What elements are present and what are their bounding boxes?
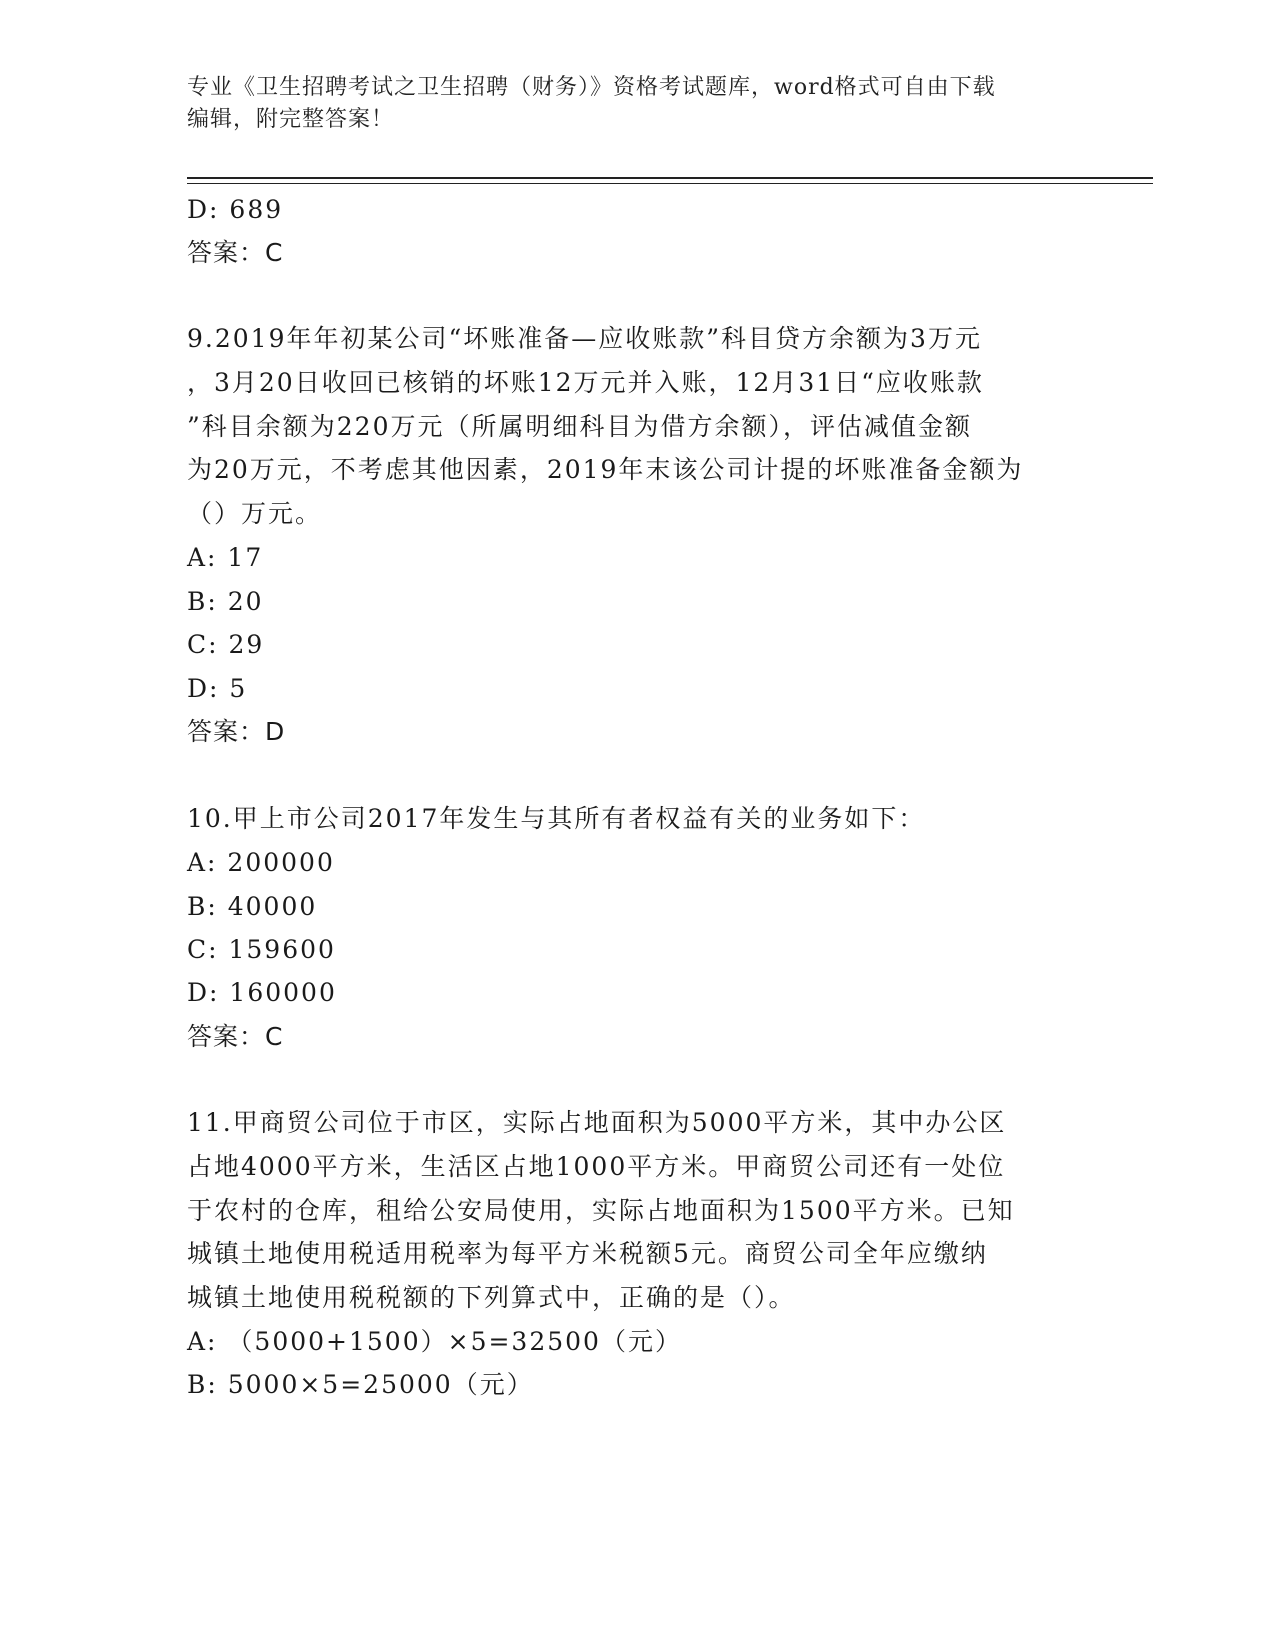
option-a: A: 17 (187, 543, 264, 572)
question-text-line: 11.甲商贸公司位于市区，实际占地面积为5000平方米，其中办公区 (187, 1108, 1007, 1137)
answer: 答案：C (187, 238, 284, 267)
answer: 答案：D (187, 717, 286, 746)
question-text-line: 为20万元，不考虑其他因素，2019年末该公司计提的坏账准备金额为 (187, 455, 1024, 484)
document-header (187, 72, 1087, 136)
option-d: D: 5 (187, 674, 248, 703)
question-text-line: 9.2019年年初某公司“坏账准备—应收账款”科目贷方余额为3万元 (187, 324, 982, 353)
header-divider-thick (187, 177, 1153, 179)
question-text-line: ”科目余额为220万元（所属明细科目为借方余额），评估减值金额 (187, 412, 973, 441)
option-a: A: （5000+1500）×5=32500（元） (187, 1327, 682, 1356)
question-text-line: （）万元。 (187, 499, 323, 528)
question-text-line: ，3月20日收回已核销的坏账12万元并入账，12月31日“应收账款 (187, 368, 984, 397)
question-text-line: 于农村的仓库，租给公安局使用，实际占地面积为1500平方米。已知 (187, 1196, 1015, 1225)
header-line-1: 专业《卫生招聘考试之卫生招聘（财务）》资格考试题库，word格式可自由下载 (187, 75, 996, 100)
question-text-line: 城镇土地使用税适用税率为每平方米税额5元。商贸公司全年应缴纳 (187, 1239, 988, 1268)
question-text-line: 占地4000平方米，生活区占地1000平方米。甲商贸公司还有一处位 (187, 1152, 1006, 1181)
option-c: C: 159600 (187, 935, 336, 964)
option-d: D: 689 (187, 195, 284, 224)
option-b: B: 40000 (187, 892, 318, 921)
header-line-2: 编辑，附完整答案！ (187, 107, 395, 132)
option-c: C: 29 (187, 630, 265, 659)
option-b: B: 20 (187, 587, 264, 616)
question-text-line: 10.甲上市公司2017年发生与其所有者权益有关的业务如下： (187, 804, 926, 833)
option-a: A: 200000 (187, 848, 335, 877)
option-d: D: 160000 (187, 978, 337, 1007)
answer: 答案：C (187, 1022, 284, 1051)
option-b: B: 5000×5=25000（元） (187, 1370, 534, 1399)
header-divider-thin (187, 183, 1153, 184)
question-text-line: 城镇土地使用税税额的下列算式中，正确的是（）。 (187, 1283, 796, 1312)
